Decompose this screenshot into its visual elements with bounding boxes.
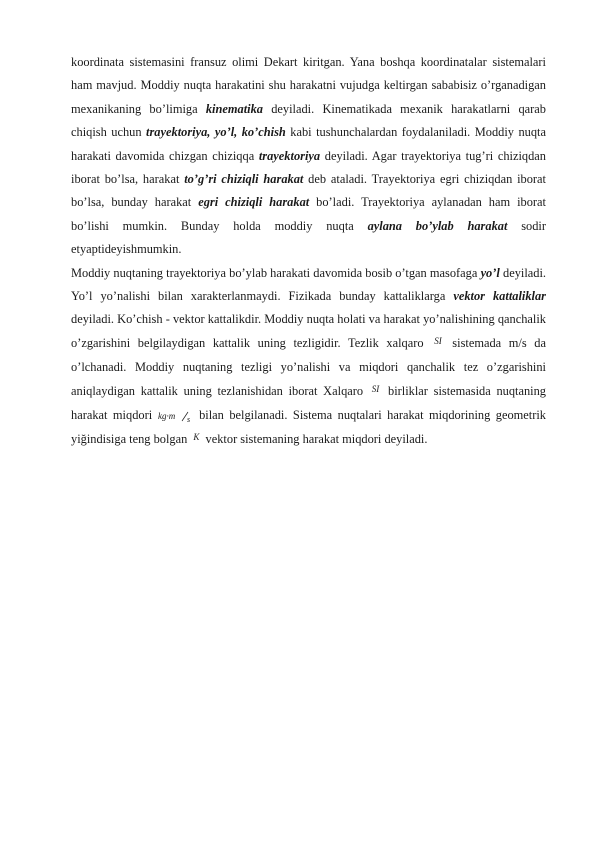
si-symbol-2: SI: [371, 383, 380, 394]
svg-text:kg·m: kg·m: [157, 411, 175, 422]
k-symbol: K: [193, 431, 200, 442]
si-symbol: SI: [434, 335, 442, 346]
term-togri-chiziqli: to’g’ri chiziqli harakat: [184, 172, 304, 187]
paragraph-kinematics: koordinata sistemasini fransuz olimi Dekart kiritgan. Yana boshqa koordinatalar sistemalari ham mavjud. Moddiy nuqta harakatini shu harakatni vujudga keltirgan sababisiz o’rganadigan mexanikaning bo’limiga kinematika deyiladi. Kinematikada mexanik harakatlarni qarab chiqish uchun trayektoriya, yo’l, ko’chish kabi tushunchalardan foydalaniladi. Moddiy nuqta harakati davomida chizgan chiziqqa trayektoriya deyiladi. Agar trayektoriya tug’ri chiziqdan iborat bo’lsa, harakat to’g’ri chiziqli harakat deb ataladi. Trayektoriya egri chiziqdan iborat bo’lsa, bunday harakat egri chiziqli harakat bo’ladi. Trayektoriya aylanadan ham iborat bo’lishi mumkin. Bunday holda moddiy nuqta aylana bo’ylab harakat sodir etyaptideyishmumkin.: [71, 55, 546, 257]
paragraph-path-velocity: Moddiy nuqtaning trayektoriya bo’ylab harakati davomida bosib o’tgan masofaga yo’l deyiladi. Yo’l yo’nalishi bilan xarakterlanmaydi. Fizikada bunday kattaliklarga vektor kattaliklar deyiladi. Ko’chish - vektor kattalikdir. Moddiy nuqta holati va harakat yo’nalishining qanchalik o’zgarishini belgilaydigan kattalik uning tezligidir. Tezlik xalqaro $^{SI}$ sistemada m/s da o’lchanadi. Moddiy nuqtaning tezligi yo’nalishi va miqdori qanchalik tez o’zgarishini aniqlaydigan kattalik uning tezlanishidan iborat Xalqaro $^{SI}$ birliklar sistemasida nuqtaning harakat miqdori kg·m s bilan belgilanadi. Sistema nuqtalari harakat miqdorining geometrik yiğindisiga teng bolgan $^K$ vektor sistemaning harakat miqdori deyiladi.: [71, 265, 547, 446]
document-body: [71, 51, 546, 452]
term-vektor-kattaliklar: vektor kattaliklar: [453, 289, 546, 304]
term-trayektoriya: trayektoriya: [258, 148, 321, 163]
term-yol: yo’l: [480, 265, 500, 280]
term-trayektoriya-yol-kochish: trayektoriya, yo’l, ko’chish: [146, 125, 286, 140]
term-aylana-boylab: aylana bo’ylab harakat: [367, 218, 508, 233]
unit-formula-image: [158, 409, 194, 423]
term-egri-chiziqli: egri chiziqli harakat: [198, 195, 310, 210]
term-kinematika: kinematika: [205, 101, 263, 116]
svg-text:s: s: [186, 415, 190, 424]
